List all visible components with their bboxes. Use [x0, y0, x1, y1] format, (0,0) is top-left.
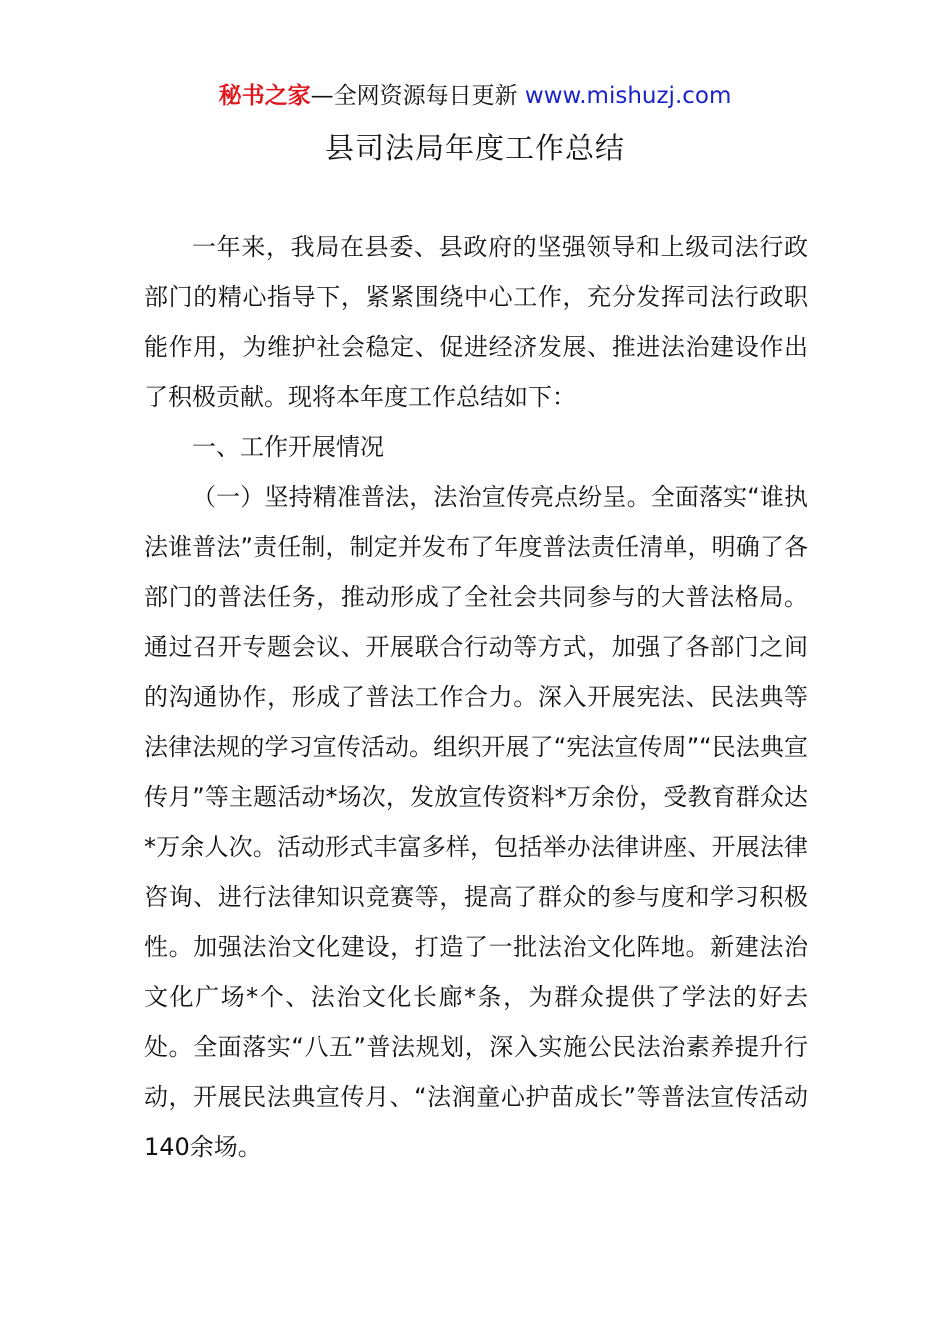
document-body: [144, 222, 808, 1172]
site-url-link[interactable]: www.mishuzj.com: [524, 83, 732, 109]
body-paragraph: （一）坚持精准普法，法治宣传亮点纷呈。全面落实“谁执法谁普法”责任制，制定并发布了年度普法责任清单，明确了各部门的普法任务，推动形成了全社会共同参与的大普法格局。通过召开专题会议、开展联合行动等方式，加强了各部门之间的沟通协作，形成了普法工作合力。深入开展宪法、民法典等法律法规的学习宣传活动。组织开展了“宪法宣传周”“民法典宣传月”等主题活动*场次，发放宣传资料*万余份，受教育群众达*万余人次。活动形式丰富多样，包括举办法律讲座、开展法律咨询、进行法律知识竞赛等，提高了群众的参与度和学习积极性。加强法治文化建设，打造了一批法治文化阵地。新建法治文化广场*个、法治文化长廊*条，为群众提供了学法的好去处。全面落实“八五”普法规划，深入实施公民法治素养提升行动，开展民法典宣传月、“法润童心护苗成长”等普法宣传活动140余场。: [144, 483, 808, 1161]
site-brand: 秘书之家: [218, 83, 311, 109]
site-header: [0, 80, 950, 112]
site-tagline: —全网资源每日更新: [310, 83, 518, 109]
document-title: 县司法局年度工作总结: [324, 131, 625, 165]
section-heading: 一、工作开展情况: [192, 433, 384, 461]
intro-paragraph: 一年来，我局在县委、县政府的坚强领导和上级司法行政部门的精心指导下，紧紧围绕中心工作，充分发挥司法行政职能作用，为维护社会稳定、促进经济发展、推进法治建设作出了积极贡献。现将本年度工作总结如下：: [144, 233, 808, 411]
